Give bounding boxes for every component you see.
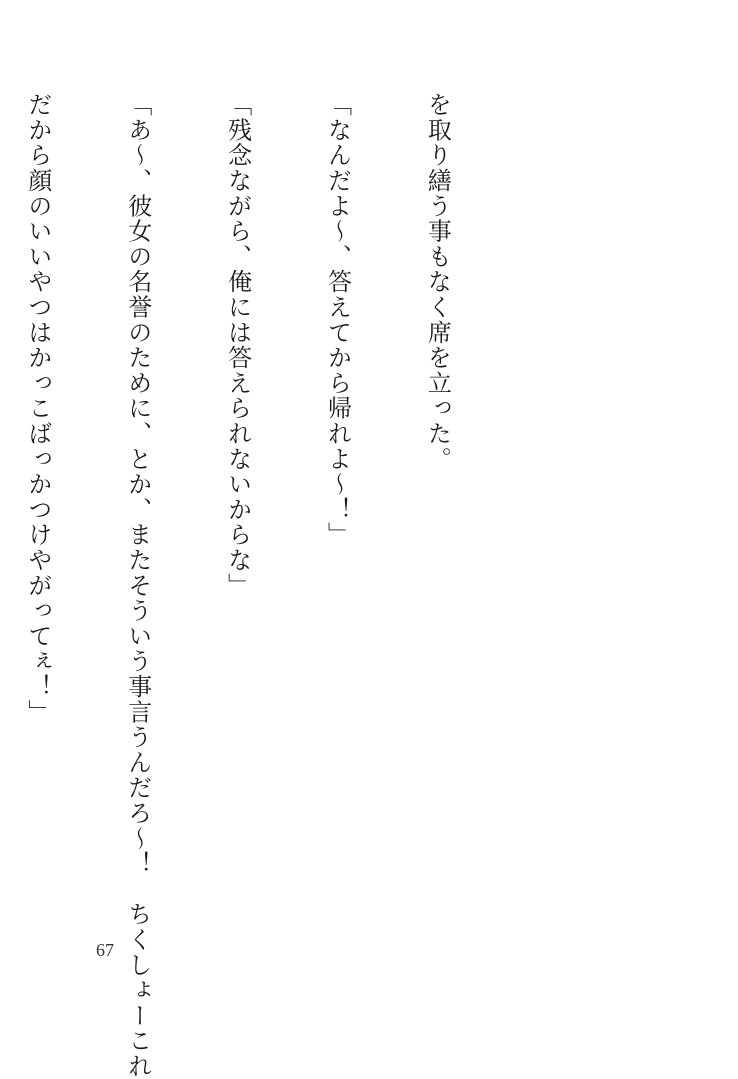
page-number: 67 [96, 940, 114, 960]
text-line: 「残念ながら、俺には答えられないからな」 [223, 92, 252, 598]
text-line: だから顔のいいやつはかっこばっかつけやがってぇ！」 [23, 92, 52, 725]
text-line: を取り繕う事もなく席を立った。 [423, 92, 452, 472]
text-line: 「なんだよ〜、答えてから帰れよ〜！」 [323, 92, 352, 548]
text-line: 「あ〜、彼女の名誉のために、とか、またそういう事言うんだろ〜！ ちくしょーこれ [123, 92, 152, 1079]
